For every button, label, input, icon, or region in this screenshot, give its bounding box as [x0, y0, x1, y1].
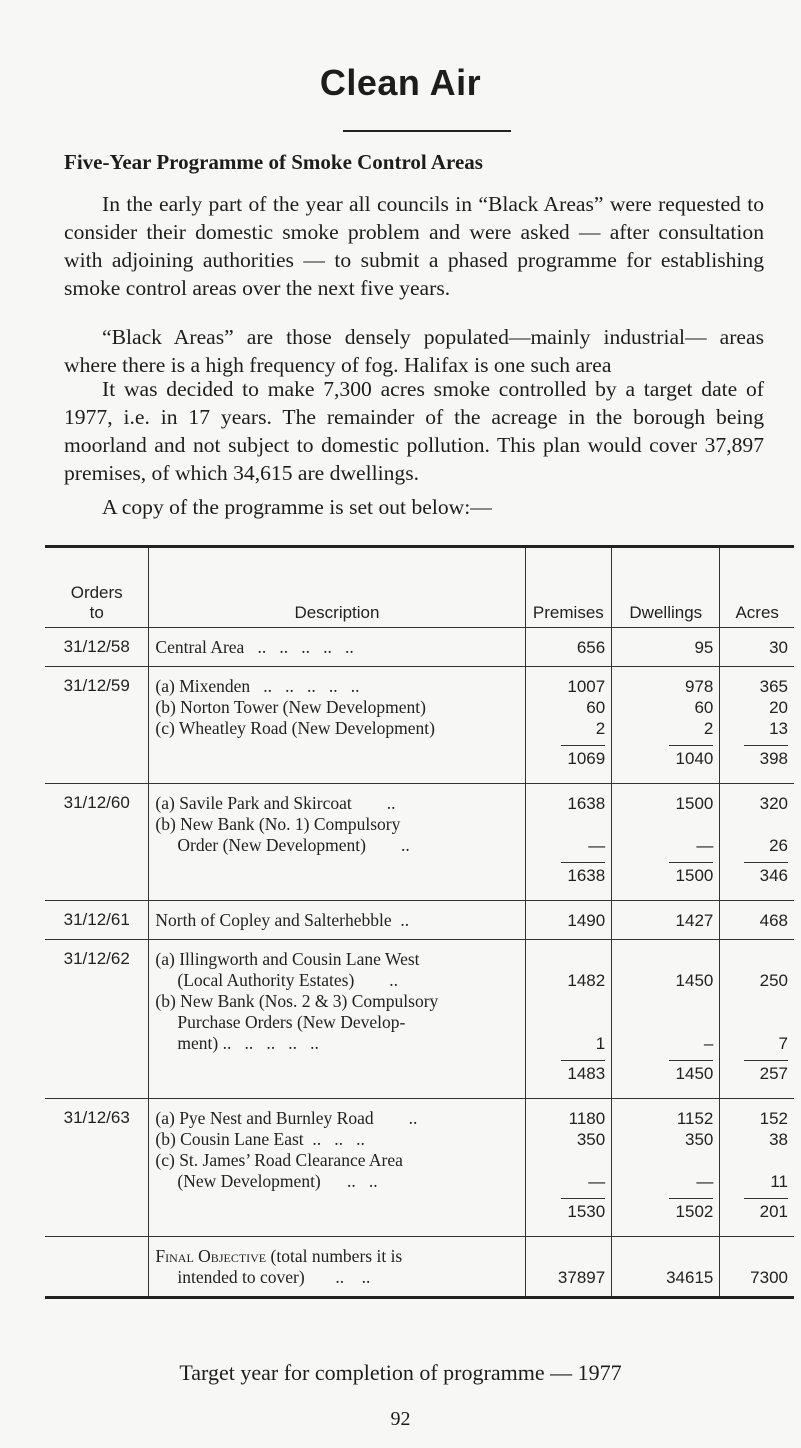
dwellings-cell — [612, 901, 720, 940]
acres-value: 20 — [769, 698, 788, 717]
premises-value — [532, 991, 606, 1012]
target-year-note: Target year for completion of programme — 1977 — [179, 1360, 622, 1385]
table-row — [45, 628, 794, 667]
dwellings-value: — — [696, 1172, 714, 1191]
orders-date: 31/12/63 — [45, 1099, 149, 1237]
header-acres: Acres — [720, 547, 794, 628]
page-title: Clean Air — [319, 62, 482, 103]
acres-value — [726, 1012, 788, 1033]
dwellings-value: 2 — [703, 719, 714, 738]
description-line: (a) Mixenden .. .. .. .. .. — [155, 676, 360, 696]
acres-value — [726, 991, 788, 1012]
premises-value: 1490 — [567, 911, 606, 930]
dwellings-value — [618, 814, 713, 835]
acres-value — [726, 949, 788, 970]
dwellings-value: 95 — [694, 638, 714, 657]
table-body — [45, 628, 794, 1237]
premises-value: 60 — [586, 698, 606, 717]
table-row — [45, 784, 794, 901]
table-row — [45, 667, 794, 784]
premises-value: 1007 — [567, 677, 606, 696]
section-heading: Five-Year Programme of Smoke Control Areas — [64, 150, 483, 174]
acres-value: 320 — [759, 794, 788, 813]
description-cell — [149, 940, 525, 1099]
premises-value — [532, 1012, 606, 1033]
header-premises: Premises — [525, 547, 612, 628]
acres-value — [726, 814, 788, 835]
orders-date: 31/12/59 — [45, 667, 149, 784]
description-line: (a) Pye Nest and Burnley Road .. — [155, 1108, 418, 1128]
description-cell — [149, 1099, 525, 1237]
acres-value: 250 — [759, 971, 788, 990]
description-line: Central Area .. .. .. .. .. — [155, 637, 354, 657]
description-cell — [149, 628, 525, 667]
premises-total: 1483 — [561, 1060, 605, 1084]
dwellings-value — [618, 1150, 713, 1171]
final-objective-row — [45, 1237, 794, 1298]
premises-value — [532, 814, 606, 835]
acres-value: 152 — [759, 1109, 788, 1128]
final-label-caps: Final Objective — [155, 1246, 267, 1266]
description-line: (a) Savile Park and Skircoat .. — [155, 793, 396, 813]
final-description-cell — [149, 1237, 525, 1298]
acres-cell — [720, 901, 794, 940]
acres-total: 398 — [744, 745, 788, 769]
premises-cell — [525, 1099, 612, 1237]
final-label-line2: intended to cover) .. .. — [177, 1267, 371, 1287]
description-line: (b) Cousin Lane East .. .. .. — [155, 1129, 365, 1149]
title-divider — [343, 130, 511, 132]
acres-value: 468 — [759, 911, 788, 930]
premises-value: 1 — [595, 1034, 606, 1053]
description-cell — [149, 667, 525, 784]
description-cell — [149, 901, 525, 940]
orders-date: 31/12/61 — [45, 901, 149, 940]
header-orders-line2: to — [89, 603, 104, 622]
premises-total: 1638 — [561, 862, 605, 886]
premises-value: 2 — [595, 719, 606, 738]
acres-total: 346 — [744, 862, 788, 886]
page-number: 92 — [390, 1408, 411, 1430]
premises-value: 1638 — [567, 794, 606, 813]
acres-value: 30 — [769, 638, 788, 657]
acres-cell — [720, 940, 794, 1099]
acres-cell — [720, 667, 794, 784]
premises-cell — [525, 784, 612, 901]
premises-value: 1180 — [568, 1109, 606, 1128]
header-dwellings: Dwellings — [612, 547, 720, 628]
dwellings-cell — [612, 1099, 720, 1237]
description-line: (New Development) .. .. — [177, 1171, 378, 1191]
description-line: Order (New Development) .. — [177, 835, 410, 855]
acres-value: 365 — [759, 677, 788, 696]
dwellings-value: 1500 — [675, 794, 714, 813]
final-dwellings: 34615 — [666, 1268, 714, 1287]
paragraph-4: A copy of the programme is set out below:— — [102, 495, 492, 519]
acres-value: 7 — [778, 1034, 788, 1053]
final-premises-cell — [525, 1237, 612, 1298]
acres-value: 13 — [769, 719, 788, 738]
dwellings-value — [618, 991, 713, 1012]
dwellings-cell — [612, 628, 720, 667]
final-acres-cell — [720, 1237, 794, 1298]
paragraph-2: “Black Areas” are those densely populated—mainly industrial— areas where there is a high frequency of fog. Halifax is one such area — [64, 325, 764, 377]
paragraph-3: It was decided to make 7,300 acres smoke controlled by a target date of 1977, i.e. in 17 years. The remainder of the acreage in the borough being moorland and not subject to domestic pollution. This plan would cover 37,897 premises, of which 34,615 are dwellings. — [64, 377, 764, 485]
header-description: Description — [149, 547, 525, 628]
dwellings-total: 1502 — [669, 1198, 713, 1222]
dwellings-value: — — [696, 836, 714, 855]
paragraph-1: In the early part of the year all councils in “Black Areas” were requested to consider their domestic smoke problem and were asked — after consultation with adjoining authorities — to submit a phased programme for establishing smoke control areas over the next five years. — [64, 192, 764, 300]
acres-value: 11 — [770, 1172, 788, 1191]
description-line: Purchase Orders (New Develop- — [177, 1012, 406, 1032]
premises-value — [532, 949, 606, 970]
orders-date: 31/12/58 — [45, 628, 149, 667]
dwellings-value: 1427 — [675, 911, 714, 930]
premises-cell — [525, 940, 612, 1099]
acres-value — [726, 1150, 788, 1171]
acres-total: 257 — [744, 1060, 788, 1084]
description-line: (b) Norton Tower (New Development) — [155, 697, 426, 717]
dwellings-value — [618, 1012, 713, 1033]
dwellings-cell — [612, 667, 720, 784]
dwellings-cell — [612, 784, 720, 901]
dwellings-value: 350 — [685, 1130, 714, 1149]
orders-date: 31/12/62 — [45, 940, 149, 1099]
dwellings-value: 1152 — [676, 1109, 714, 1128]
description-line: ment) .. .. .. .. .. — [177, 1033, 319, 1053]
dwellings-total: 1450 — [669, 1060, 713, 1084]
header-orders-line1: Orders — [70, 583, 123, 602]
final-label-rest: (total numbers it is — [266, 1246, 403, 1266]
table-header-row — [45, 547, 794, 628]
acres-value: 38 — [769, 1130, 788, 1149]
acres-cell — [720, 784, 794, 901]
final-acres: 7300 — [750, 1268, 788, 1287]
description-line: (b) New Bank (No. 1) Compulsory — [155, 814, 401, 834]
description-cell — [149, 784, 525, 901]
premises-total: 1069 — [561, 745, 605, 769]
description-line: (Local Authority Estates) .. — [177, 970, 399, 990]
premises-cell — [525, 667, 612, 784]
orders-date: 31/12/60 — [45, 784, 149, 901]
premises-cell — [525, 628, 612, 667]
description-line: (c) St. James’ Road Clearance Area — [155, 1150, 403, 1170]
programme-table — [45, 545, 794, 1299]
dwellings-cell — [612, 940, 720, 1099]
dwellings-value: 1450 — [675, 971, 714, 990]
table-row — [45, 901, 794, 940]
final-premises: 37897 — [557, 1268, 606, 1287]
premises-value: — — [588, 1172, 606, 1191]
description-line: (b) New Bank (Nos. 2 & 3) Compulsory — [155, 991, 439, 1011]
premises-cell — [525, 901, 612, 940]
premises-value: 1482 — [567, 971, 606, 990]
description-line: North of Copley and Salterhebble .. — [155, 910, 410, 930]
final-orders-cell — [45, 1237, 149, 1298]
acres-total: 201 — [744, 1198, 788, 1222]
header-orders — [45, 547, 149, 628]
premises-value: — — [588, 836, 606, 855]
premises-value — [532, 1150, 606, 1171]
dwellings-total: 1500 — [669, 862, 713, 886]
table-row — [45, 940, 794, 1099]
dwellings-value — [618, 949, 713, 970]
final-dwellings-cell — [612, 1237, 720, 1298]
dwellings-value: – — [703, 1034, 714, 1053]
acres-cell — [720, 628, 794, 667]
dwellings-value: 60 — [694, 698, 714, 717]
table-row — [45, 1099, 794, 1237]
dwellings-value: 978 — [685, 677, 714, 696]
dwellings-total: 1040 — [669, 745, 713, 769]
premises-total: 1530 — [561, 1198, 605, 1222]
premises-value: 350 — [576, 1130, 606, 1149]
description-line: (a) Illingworth and Cousin Lane West — [155, 949, 420, 969]
premises-value: 656 — [576, 638, 606, 657]
acres-cell — [720, 1099, 794, 1237]
description-line: (c) Wheatley Road (New Development) — [155, 718, 435, 738]
acres-value: 26 — [769, 836, 788, 855]
